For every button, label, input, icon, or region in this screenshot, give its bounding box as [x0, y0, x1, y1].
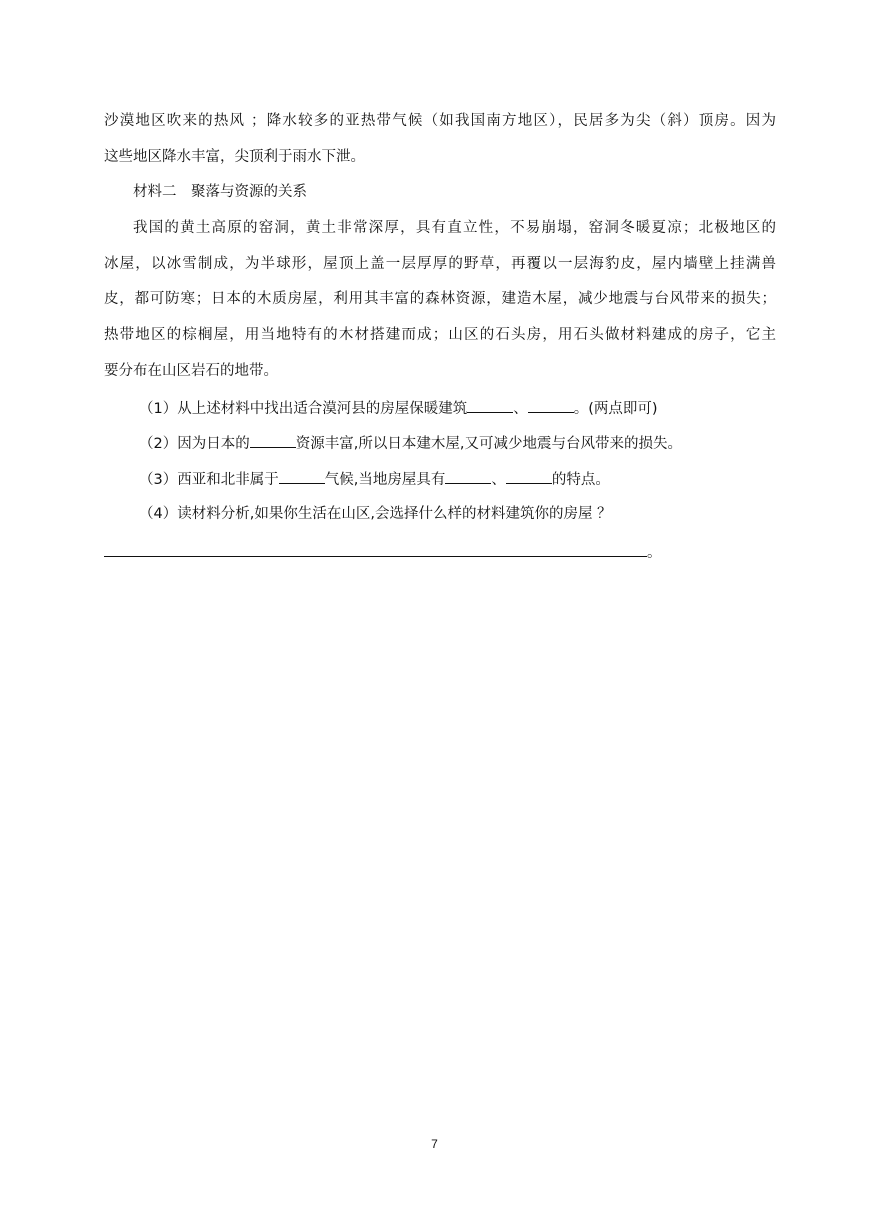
paragraph-line: 皮，都可防寒；日本的木质房屋，利用其丰富的森林资源，建造木屋，减少地震与台风带来的损失； — [104, 291, 776, 308]
question-3: （3）西亚和北非属于 气候,当地房屋具有 、 的特点。 — [104, 465, 776, 491]
question-2: （2）因为日本的 资源丰富,所以日本建木屋,又可减少地震与台风带来的损失。 — [104, 429, 776, 455]
answer-blank[interactable] — [250, 429, 296, 448]
answer-blank[interactable] — [506, 465, 552, 484]
answer-blank[interactable] — [279, 465, 325, 484]
paragraph-line: 我国的黄土高原的窑洞，黄土非常深厚，具有直立性，不易崩塌，窑洞冬暖夏凉；北极地区的 — [133, 220, 776, 237]
paragraph-line: 沙漠地区吹来的热风 ；降水较多的亚热带气候（如我国南方地区），民居多为尖（斜）顶房。因为 — [104, 113, 776, 129]
paragraph-line: 要分布在山区岩石的地带。 — [104, 362, 278, 379]
paragraph-line: 热带地区的棕榈屋，用当地特有的木材搭建而成；山区的石头房，用石头做材料建成的房子，它主 — [104, 327, 776, 344]
answer-blank[interactable] — [467, 394, 513, 413]
document-body — [104, 108, 776, 572]
answer-blank[interactable] — [528, 394, 574, 413]
question-4-answer: 。 — [104, 536, 776, 562]
page-number: 7 — [431, 1137, 438, 1151]
question-4: （4）读材料分析,如果你生活在山区,会选择什么样的材料建筑你的房屋 ？ — [139, 505, 612, 522]
answer-blank[interactable] — [445, 465, 491, 484]
paragraph-line: 这些地区降水丰富，尖顶利于雨水下泄。 — [104, 148, 365, 165]
paragraph-line: 冰屋，以冰雪制成，为半球形，屋顶上盖一层厚厚的野草，再覆以一层海豹皮，屋内墙壁上挂满兽 — [104, 255, 776, 272]
answer-line[interactable] — [104, 536, 647, 557]
question-1: （1）从上述材料中找出适合漠河县的房屋保暖建筑 、 。(两点即可) — [104, 394, 776, 420]
section-heading-material-2: 材料二 聚落与资源的关系 — [133, 184, 307, 201]
